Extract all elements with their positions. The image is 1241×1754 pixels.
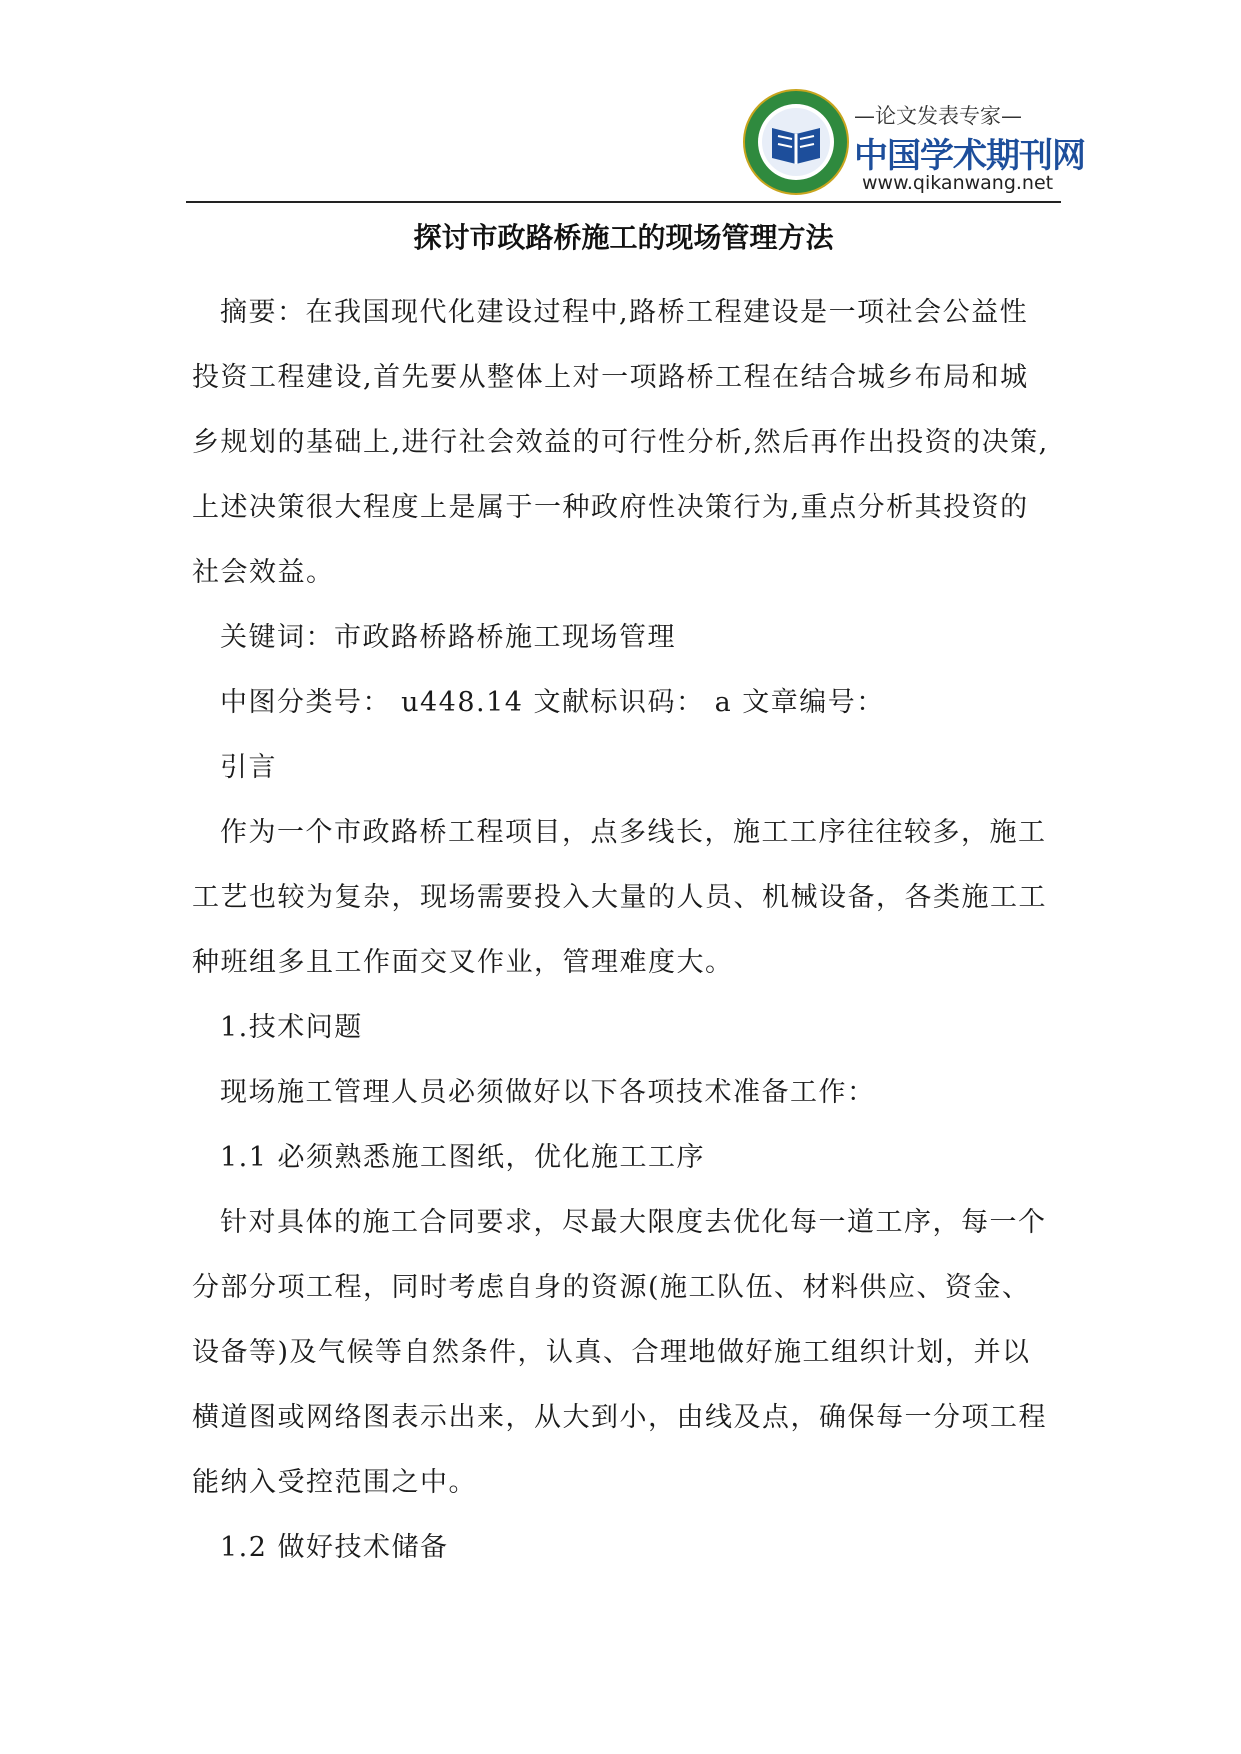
logo-seal-icon	[742, 88, 850, 196]
keywords-paragraph: 关键词：市政路桥路桥施工现场管理	[220, 622, 676, 653]
document-body	[192, 280, 1052, 1580]
section-heading-introduction: 引言	[220, 752, 277, 783]
publisher-logo	[742, 84, 1085, 200]
body-paragraph: 现场施工管理人员必须做好以下各项技术准备工作：	[220, 1077, 876, 1108]
body-paragraph: 针对具体的施工合同要求，尽最大限度去优化每一道工序，每一个分部分项工程，同时考虑自身的资源(施工队伍、材料供应、资金、设备等)及气候等自然条件，认真、合理地做好施工组织计划，并以横道图或网络图表示出来，从大到小，由线及点，确保每一分项工程能纳入受控范围之中。	[192, 1207, 1047, 1498]
section-heading-1: 1.技术问题	[220, 1012, 363, 1043]
abstract-paragraph: 摘要：在我国现代化建设过程中,路桥工程建设是一项社会公益性投资工程建设,首先要从整体上对一项路桥工程在结合城乡布局和城乡规划的基础上,进行社会效益的可行性分析,然后再作出投资的决策,上述决策很大程度上是属于一种政府性决策行为,重点分析其投资的社会效益。	[192, 297, 1049, 588]
logo-url: www.qikanwang.net	[862, 172, 1054, 194]
introduction-paragraph: 作为一个市政路桥工程项目，点多线长，施工工序往往较多，施工工艺也较为复杂，现场需要投入大量的人员、机械设备，各类施工工种班组多且工作面交叉作业，管理难度大。	[192, 817, 1047, 978]
section-heading-1-2: 1.2 做好技术储备	[220, 1532, 449, 1563]
header-divider	[186, 201, 1061, 203]
document-title: 探讨市政路桥施工的现场管理方法	[413, 221, 834, 254]
classification-paragraph: 中图分类号： u448.14 文献标识码： a 文章编号：	[220, 687, 885, 718]
logo-name: 中国学术期刊网	[854, 136, 1085, 176]
section-heading-1-1: 1.1 必须熟悉施工图纸，优化施工工序	[220, 1142, 706, 1173]
logo-tagline: —论文发表专家—	[854, 104, 1022, 128]
